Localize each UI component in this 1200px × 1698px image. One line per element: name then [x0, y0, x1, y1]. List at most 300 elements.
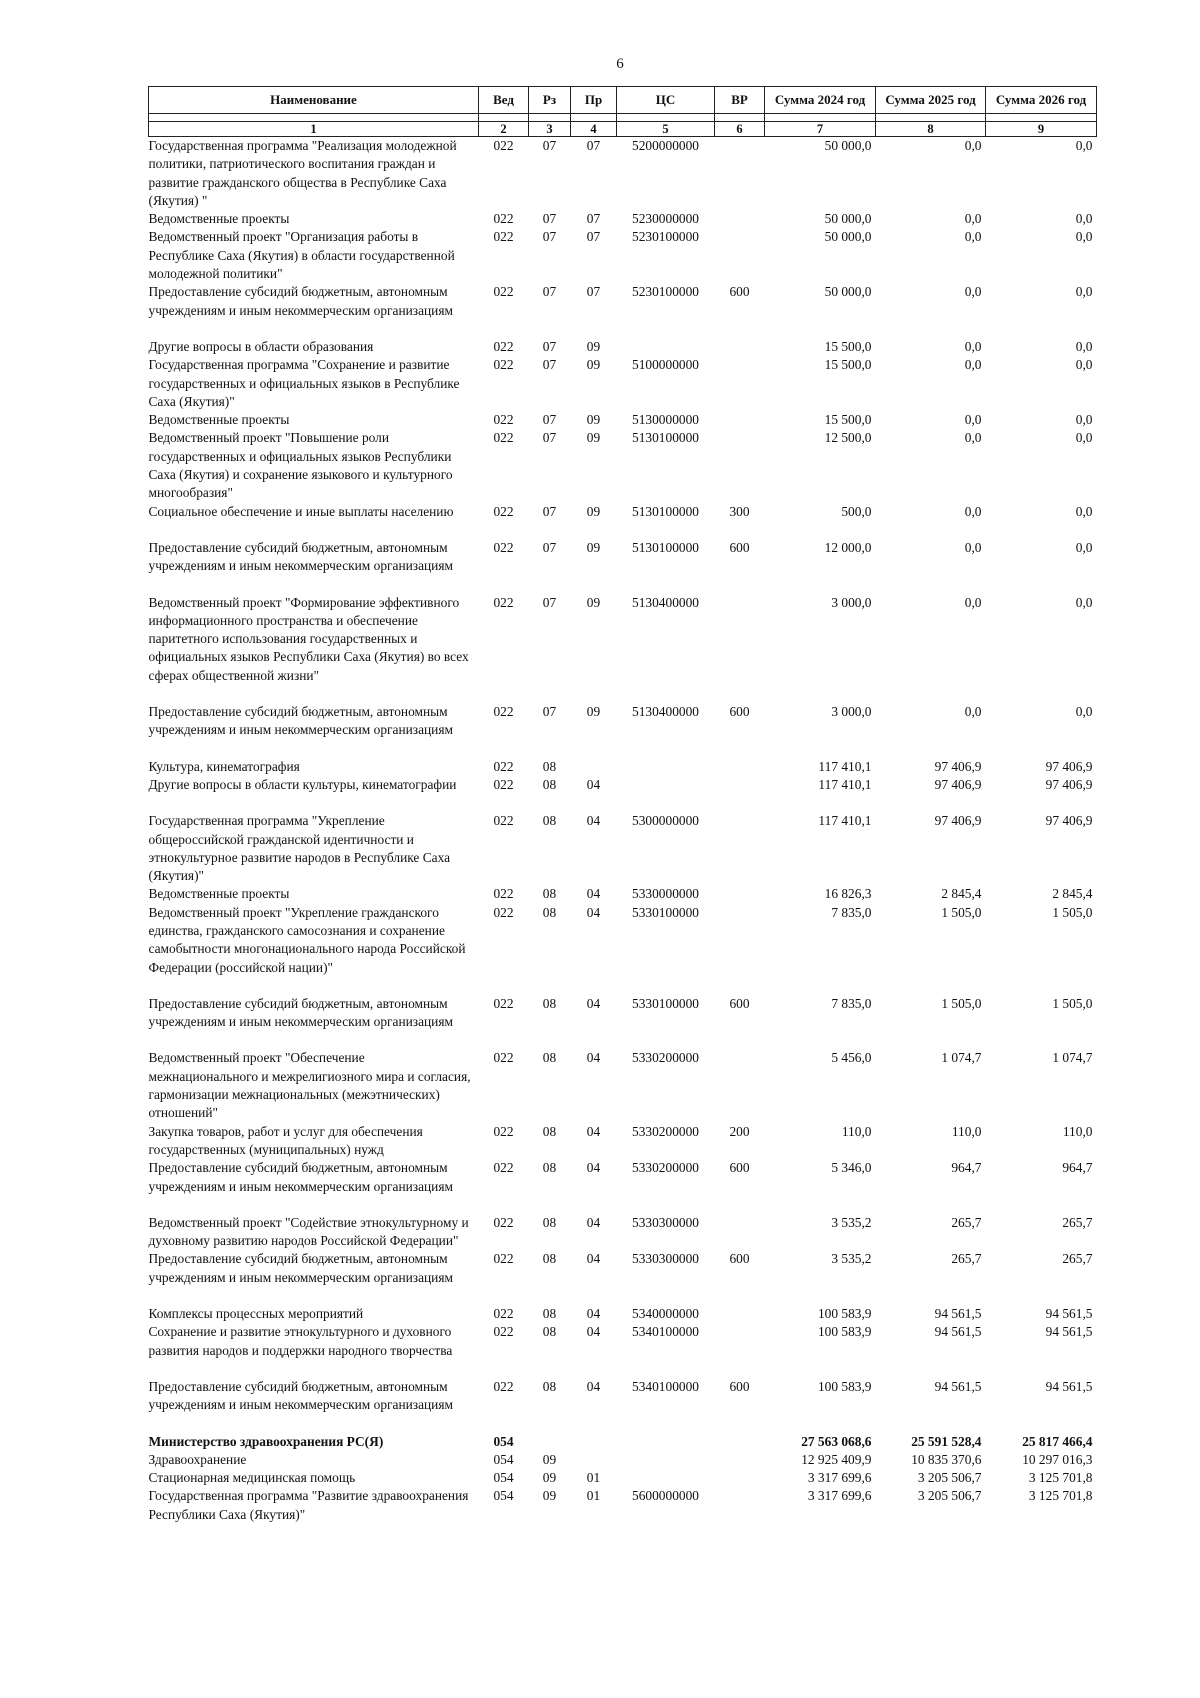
row-ved: 022 — [493, 776, 514, 792]
table-row — [149, 758, 1097, 776]
row-vr: 600 — [729, 284, 750, 300]
row-rz: 09 — [542, 1451, 557, 1467]
row-sum-2025: 3 205 506,7 — [917, 1488, 982, 1504]
row-sum-2025: 0,0 — [964, 594, 982, 610]
row-rz: 07 — [542, 430, 557, 446]
row-ved: 022 — [493, 229, 514, 245]
row-sum-2025: 94 561,5 — [934, 1378, 982, 1394]
row-sum-2024: 110,0 — [841, 1123, 872, 1139]
row-ved: 022 — [493, 412, 514, 428]
row-vr: 200 — [729, 1123, 750, 1139]
row-name: Ведомственные проекты — [148, 886, 290, 902]
row-sum-2026: 94 561,5 — [1045, 1378, 1093, 1394]
row-pr: 01 — [586, 1470, 601, 1486]
row-pr: 01 — [586, 1488, 601, 1504]
row-name: Ведомственный проект "Повышение роли государственных и официальных языков Республики Саха (Якутия) и сохранение языкового и культурного многообразия" — [148, 430, 453, 501]
row-vr — [715, 1305, 765, 1323]
row-cs: 5130400000 — [632, 594, 699, 610]
row-rz: 08 — [542, 1050, 557, 1066]
header-name: Наименование — [149, 87, 479, 114]
header-sum-2026: Сумма 2026 год — [986, 87, 1097, 114]
row-ved: 022 — [493, 1214, 514, 1230]
row-vr — [715, 594, 765, 703]
row-ved: 054 — [493, 1488, 514, 1504]
row-name: Министерство здравоохранения РС(Я) — [148, 1433, 384, 1449]
row-name: Государственная программа "Укрепление общероссийской гражданской идентичности и этнокультурное развитие народов в Республике Саха (Якутия)" — [148, 813, 451, 884]
row-sum-2026: 1 505,0 — [1052, 904, 1093, 920]
row-vr — [715, 1049, 765, 1122]
row-vr — [715, 1487, 765, 1524]
row-ved: 022 — [493, 1251, 514, 1267]
row-vr — [715, 1451, 765, 1469]
table-row — [149, 1469, 1097, 1487]
col-number: 8 — [876, 122, 986, 137]
row-pr: 09 — [586, 594, 601, 610]
row-ved: 022 — [493, 539, 514, 555]
row-sum-2025: 2 845,4 — [941, 886, 982, 902]
row-cs: 5340100000 — [632, 1378, 699, 1394]
row-sum-2025: 265,7 — [951, 1251, 982, 1267]
row-ved: 022 — [493, 211, 514, 227]
table-row — [149, 594, 1097, 703]
row-sum-2025: 0,0 — [964, 412, 982, 428]
row-pr: 04 — [586, 995, 601, 1011]
row-pr: 09 — [586, 503, 601, 519]
row-vr — [715, 1469, 765, 1487]
row-pr — [571, 1433, 617, 1451]
row-cs — [617, 1469, 715, 1487]
row-name: Ведомственный проект "Обеспечение межнационального и межрелигиозного мира и согласия, гармонизации межнациональных (межэтнических) отношений" — [148, 1050, 471, 1121]
row-cs — [617, 776, 715, 812]
row-sum-2026: 3 125 701,8 — [1028, 1488, 1093, 1504]
row-ved: 022 — [493, 594, 514, 610]
row-sum-2026: 0,0 — [1075, 357, 1093, 373]
row-name: Здравоохранение — [148, 1451, 247, 1467]
row-sum-2024: 7 835,0 — [831, 904, 872, 920]
row-rz: 07 — [542, 229, 557, 245]
row-sum-2026: 94 561,5 — [1045, 1324, 1093, 1340]
table-row — [149, 411, 1097, 429]
row-name: Закупка товаров, работ и услуг для обеспечения государственных (муниципальных) нужд — [148, 1123, 423, 1157]
row-cs: 5130400000 — [632, 704, 699, 720]
row-name: Ведомственные проекты — [148, 211, 290, 227]
row-ved: 054 — [493, 1433, 514, 1449]
table-row — [149, 995, 1097, 1050]
table-row — [149, 885, 1097, 903]
row-sum-2026: 97 406,9 — [1045, 776, 1093, 792]
row-sum-2024: 12 925 409,9 — [801, 1451, 872, 1467]
row-sum-2024: 100 583,9 — [817, 1306, 872, 1322]
row-sum-2024: 16 826,3 — [824, 886, 872, 902]
row-pr: 04 — [586, 1050, 601, 1066]
row-name: Комплексы процессных мероприятий — [148, 1306, 364, 1322]
header-vr: ВР — [715, 87, 765, 114]
row-cs: 5130100000 — [632, 539, 699, 555]
row-sum-2024: 50 000,0 — [824, 211, 872, 227]
row-ved: 022 — [493, 704, 514, 720]
row-ved: 022 — [493, 357, 514, 373]
row-sum-2026: 0,0 — [1075, 539, 1093, 555]
row-pr — [571, 758, 617, 776]
row-rz: 07 — [542, 704, 557, 720]
row-rz: 08 — [542, 1251, 557, 1267]
row-vr: 600 — [729, 995, 750, 1011]
row-rz: 08 — [542, 813, 557, 829]
row-rz: 07 — [542, 412, 557, 428]
row-name: Предоставление субсидий бюджетным, автономным учреждениям и иным некоммерческим организациям — [148, 539, 453, 574]
row-name: Социальное обеспечение и иные выплаты населению — [148, 503, 454, 519]
row-ved: 022 — [493, 338, 514, 354]
row-sum-2025: 0,0 — [964, 357, 982, 373]
row-name: Государственная программа "Развитие здравоохранения Республики Саха (Якутия)" — [148, 1488, 469, 1522]
row-rz: 07 — [542, 503, 557, 519]
table-row — [149, 1049, 1097, 1122]
table-row — [149, 1214, 1097, 1251]
row-name: Государственная программа "Сохранение и развитие государственных и официальных языков в Республике Саха (Якутия)" — [148, 357, 460, 409]
row-sum-2024: 7 835,0 — [831, 995, 872, 1011]
row-rz: 07 — [542, 539, 557, 555]
row-sum-2024: 12 500,0 — [824, 430, 872, 446]
row-sum-2024: 27 563 068,6 — [801, 1433, 872, 1449]
row-cs: 5330100000 — [632, 904, 699, 920]
row-sum-2024: 50 000,0 — [824, 284, 872, 300]
row-rz: 08 — [542, 995, 557, 1011]
row-pr — [571, 1451, 617, 1469]
table-row — [149, 539, 1097, 594]
row-cs: 5130000000 — [632, 412, 699, 428]
table-row — [149, 210, 1097, 228]
row-vr: 600 — [729, 1251, 750, 1267]
row-sum-2026: 2 845,4 — [1052, 886, 1093, 902]
row-sum-2026: 0,0 — [1075, 229, 1093, 245]
row-sum-2026: 0,0 — [1075, 704, 1093, 720]
row-vr — [715, 429, 765, 502]
row-sum-2026: 10 297 016,3 — [1022, 1451, 1093, 1467]
row-sum-2025: 0,0 — [964, 338, 982, 354]
row-sum-2025: 0,0 — [964, 229, 982, 245]
row-rz: 08 — [542, 1306, 557, 1322]
row-cs: 5130100000 — [632, 430, 699, 446]
header-row — [149, 87, 1097, 114]
col-number: 7 — [765, 122, 876, 137]
header-sum-2025: Сумма 2025 год — [876, 87, 986, 114]
row-sum-2026: 1 074,7 — [1052, 1050, 1093, 1066]
row-ved: 022 — [493, 758, 514, 774]
header-sum-2024: Сумма 2024 год — [765, 87, 876, 114]
row-name: Ведомственный проект "Формирование эффективного информационного пространства и обеспечение паритетного использования государственных и официальных языков Республики Саха (Якутия) во всех сферах общественной жизни" — [148, 594, 469, 683]
row-ved: 054 — [493, 1470, 514, 1486]
row-sum-2024: 15 500,0 — [824, 412, 872, 428]
row-vr: 600 — [729, 1160, 750, 1176]
row-cs — [617, 1451, 715, 1469]
row-name: Предоставление субсидий бюджетным, автономным учреждениям и иным некоммерческим организациям — [148, 1378, 453, 1413]
row-rz: 08 — [542, 1324, 557, 1340]
row-pr: 04 — [586, 1214, 601, 1230]
row-cs — [617, 338, 715, 356]
row-pr: 07 — [586, 138, 601, 153]
col-number: 3 — [529, 122, 571, 137]
row-cs: 5200000000 — [632, 138, 699, 153]
row-sum-2024: 3 317 699,6 — [807, 1470, 872, 1486]
row-cs: 5300000000 — [632, 813, 699, 829]
row-sum-2025: 1 505,0 — [941, 995, 982, 1011]
table-row — [149, 356, 1097, 411]
table-row — [149, 703, 1097, 758]
row-name: Предоставление субсидий бюджетным, автономным учреждениям и иным некоммерческим организациям — [148, 995, 453, 1030]
row-sum-2024: 15 500,0 — [824, 357, 872, 373]
row-vr — [715, 885, 765, 903]
col-number: 6 — [715, 122, 765, 137]
col-number: 9 — [986, 122, 1097, 137]
row-sum-2025: 0,0 — [964, 430, 982, 446]
row-cs: 5330200000 — [632, 1160, 699, 1176]
row-sum-2025: 97 406,9 — [934, 813, 982, 829]
row-ved: 022 — [493, 1324, 514, 1340]
row-cs: 5340100000 — [632, 1324, 699, 1340]
col-number: 2 — [479, 122, 529, 137]
table-row — [149, 1451, 1097, 1469]
row-rz: 09 — [542, 1488, 557, 1504]
row-pr: 07 — [586, 284, 601, 300]
row-vr — [715, 210, 765, 228]
table-row — [149, 228, 1097, 283]
row-sum-2024: 3 317 699,6 — [807, 1488, 872, 1504]
col-number: 1 — [149, 122, 479, 137]
row-cs — [617, 1433, 715, 1451]
row-pr: 09 — [586, 704, 601, 720]
row-sum-2025: 94 561,5 — [934, 1324, 982, 1340]
row-sum-2025: 3 205 506,7 — [917, 1470, 982, 1486]
row-sum-2026: 0,0 — [1075, 211, 1093, 227]
row-name: Ведомственный проект "Содействие этнокультурному и духовному развитию народов Российской Федерации" — [148, 1214, 469, 1249]
col-number: 4 — [571, 122, 617, 137]
row-rz: 07 — [542, 338, 557, 354]
row-cs: 5330300000 — [632, 1251, 699, 1267]
row-rz — [529, 1433, 571, 1451]
row-sum-2024: 3 535,2 — [831, 1251, 872, 1267]
row-vr — [715, 812, 765, 885]
row-ved: 022 — [493, 904, 514, 920]
row-cs: 5100000000 — [632, 357, 699, 373]
row-pr: 04 — [586, 1306, 601, 1322]
row-vr — [715, 338, 765, 356]
row-sum-2024: 50 000,0 — [824, 229, 872, 245]
row-ved: 022 — [493, 1160, 514, 1176]
row-sum-2024: 5 456,0 — [831, 1050, 872, 1066]
row-sum-2026: 265,7 — [1062, 1214, 1093, 1230]
row-pr: 04 — [586, 1378, 601, 1394]
row-name: Государственная программа "Реализация молодежной политики, патриотического воспитания граждан и развитие гражданского общества в Республике Саха (Якутия) " — [148, 138, 457, 208]
row-rz: 07 — [542, 284, 557, 300]
row-cs: 5330200000 — [632, 1050, 699, 1066]
row-vr — [715, 1433, 765, 1451]
row-cs: 5230000000 — [632, 211, 699, 227]
row-rz: 07 — [542, 138, 557, 153]
row-vr: 600 — [729, 1378, 750, 1394]
table-row — [149, 1433, 1097, 1451]
column-number-row — [149, 122, 1097, 137]
row-ved: 022 — [493, 1378, 514, 1394]
table-row — [149, 1378, 1097, 1433]
row-cs: 5600000000 — [632, 1488, 699, 1504]
row-sum-2026: 97 406,9 — [1045, 758, 1093, 774]
table-row — [149, 429, 1097, 502]
table-row — [149, 1487, 1097, 1524]
row-pr: 07 — [586, 211, 601, 227]
row-sum-2025: 10 835 370,6 — [911, 1451, 982, 1467]
row-sum-2025: 0,0 — [964, 284, 982, 300]
row-sum-2024: 117 410,1 — [818, 758, 872, 774]
row-sum-2026: 0,0 — [1075, 338, 1093, 354]
row-name: Сохранение и развитие этнокультурного и духовного развития народов и поддержки народного творчества — [148, 1324, 453, 1358]
row-vr — [715, 776, 765, 812]
row-ved: 022 — [493, 1306, 514, 1322]
row-ved: 022 — [493, 430, 514, 446]
row-sum-2025: 1 074,7 — [941, 1050, 982, 1066]
row-pr: 09 — [586, 338, 601, 354]
row-sum-2026: 25 817 466,4 — [1022, 1433, 1093, 1449]
row-name: Предоставление субсидий бюджетным, автономным учреждениям и иным некоммерческим организациям — [148, 1251, 453, 1285]
row-sum-2026: 0,0 — [1075, 412, 1093, 428]
row-vr: 600 — [729, 539, 750, 555]
table-row — [149, 1250, 1097, 1305]
table-row — [149, 137, 1097, 211]
table-row — [149, 1323, 1097, 1378]
table-row — [149, 1305, 1097, 1323]
row-name: Ведомственный проект "Укрепление гражданского единства, гражданского самосознания и сохранение самобытности многонационального народа Российской Федерации (российской нации)" — [148, 904, 466, 975]
row-cs: 5230100000 — [632, 229, 699, 245]
row-cs: 5130100000 — [632, 503, 699, 519]
row-sum-2026: 0,0 — [1075, 594, 1093, 610]
row-sum-2024: 3 535,2 — [831, 1214, 872, 1230]
row-name: Предоставление субсидий бюджетным, автономным учреждениям и иным некоммерческим организациям — [148, 284, 453, 318]
row-ved: 022 — [493, 813, 514, 829]
row-sum-2025: 0,0 — [964, 704, 982, 720]
row-cs: 5330100000 — [632, 995, 699, 1011]
row-sum-2025: 0,0 — [964, 211, 982, 227]
row-sum-2026: 0,0 — [1075, 138, 1093, 153]
row-pr: 07 — [586, 229, 601, 245]
row-name: Ведомственные проекты — [148, 412, 290, 428]
header-cs: ЦС — [617, 87, 715, 114]
row-sum-2026: 97 406,9 — [1045, 813, 1093, 829]
row-sum-2025: 110,0 — [951, 1123, 982, 1139]
table-row — [149, 776, 1097, 812]
row-cs: 5330200000 — [632, 1123, 699, 1139]
row-pr: 04 — [586, 904, 601, 920]
row-sum-2024: 5 346,0 — [831, 1160, 872, 1176]
row-rz: 08 — [542, 1378, 557, 1394]
table-row — [149, 904, 1097, 995]
row-sum-2025: 94 561,5 — [934, 1306, 982, 1322]
row-sum-2024: 3 000,0 — [831, 594, 872, 610]
row-sum-2024: 3 000,0 — [831, 704, 872, 720]
row-vr — [715, 228, 765, 283]
row-sum-2025: 964,7 — [951, 1160, 982, 1176]
row-rz: 08 — [542, 776, 557, 792]
row-sum-2026: 0,0 — [1075, 284, 1093, 300]
header-spacer — [149, 114, 1097, 122]
row-sum-2025: 0,0 — [964, 138, 982, 153]
row-cs: 5340000000 — [632, 1306, 699, 1322]
row-ved: 022 — [493, 995, 514, 1011]
row-ved: 022 — [493, 886, 514, 902]
table-row — [149, 812, 1097, 885]
row-sum-2025: 0,0 — [964, 539, 982, 555]
row-sum-2024: 500,0 — [841, 503, 872, 519]
row-sum-2025: 97 406,9 — [934, 758, 982, 774]
row-cs — [617, 758, 715, 776]
table-row — [149, 1159, 1097, 1214]
row-cs: 5330000000 — [632, 886, 699, 902]
row-name: Культура, кинематография — [148, 758, 300, 774]
header-rz: Рз — [529, 87, 571, 114]
row-name: Другие вопросы в области образования — [148, 338, 374, 354]
row-sum-2024: 100 583,9 — [817, 1324, 872, 1340]
row-pr: 09 — [586, 357, 601, 373]
page-number: 6 — [616, 56, 624, 72]
row-rz: 08 — [542, 904, 557, 920]
row-pr: 04 — [586, 886, 601, 902]
row-name: Предоставление субсидий бюджетным, автономным учреждениям и иным некоммерческим организациям — [148, 704, 453, 738]
row-sum-2026: 0,0 — [1075, 503, 1093, 519]
row-sum-2024: 12 000,0 — [824, 539, 872, 555]
row-ved: 022 — [493, 503, 514, 519]
row-vr — [715, 904, 765, 995]
row-pr: 04 — [586, 1251, 601, 1267]
row-ved: 022 — [493, 1123, 514, 1139]
row-name: Другие вопросы в области культуры, кинематографии — [148, 776, 457, 792]
row-rz: 08 — [542, 1123, 557, 1139]
row-sum-2025: 1 505,0 — [941, 904, 982, 920]
row-sum-2024: 50 000,0 — [824, 138, 872, 153]
row-sum-2026: 110,0 — [1062, 1123, 1093, 1139]
header-pr: Пр — [571, 87, 617, 114]
table-row — [149, 1123, 1097, 1160]
row-rz: 08 — [542, 886, 557, 902]
row-pr: 09 — [586, 539, 601, 555]
row-sum-2024: 117 410,1 — [818, 813, 872, 829]
row-sum-2026: 0,0 — [1075, 430, 1093, 446]
row-ved: 022 — [493, 1050, 514, 1066]
row-pr: 04 — [586, 1160, 601, 1176]
row-sum-2024: 117 410,1 — [818, 776, 872, 792]
row-rz: 08 — [542, 758, 557, 774]
row-sum-2024: 100 583,9 — [817, 1378, 872, 1394]
row-sum-2026: 1 505,0 — [1052, 995, 1093, 1011]
row-sum-2024: 15 500,0 — [824, 338, 872, 354]
row-pr: 09 — [586, 430, 601, 446]
row-vr — [715, 137, 765, 211]
table-row — [149, 503, 1097, 539]
row-pr: 04 — [586, 1123, 601, 1139]
row-cs: 5330300000 — [632, 1214, 699, 1230]
row-rz: 07 — [542, 211, 557, 227]
row-name: Ведомственный проект "Организация работы в Республике Саха (Якутия) в области государственной молодежной политики" — [148, 229, 455, 282]
table-body — [149, 137, 1097, 1525]
table-row — [149, 283, 1097, 338]
row-ved: 022 — [493, 284, 514, 300]
row-sum-2025: 0,0 — [964, 503, 982, 519]
row-sum-2026: 94 561,5 — [1045, 1306, 1093, 1322]
row-sum-2025: 97 406,9 — [934, 776, 982, 792]
row-vr — [715, 1214, 765, 1251]
row-sum-2026: 3 125 701,8 — [1028, 1470, 1093, 1486]
row-name: Стационарная медицинская помощь — [148, 1470, 356, 1486]
row-pr: 04 — [586, 1324, 601, 1340]
row-rz: 09 — [542, 1470, 557, 1486]
row-vr — [715, 758, 765, 776]
